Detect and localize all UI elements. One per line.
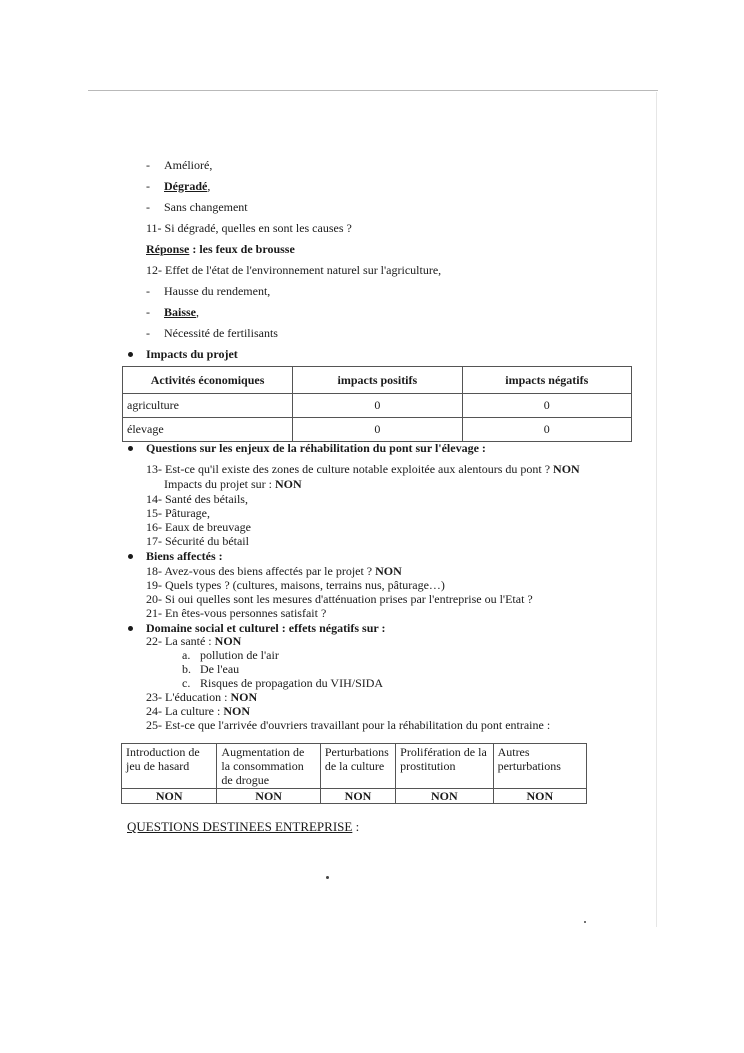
table-header-cell: impacts positifs <box>293 367 462 394</box>
table-cell: 0 <box>462 394 631 418</box>
dash: - <box>146 179 150 193</box>
question-19: 19- Quels types ? (cultures, maisons, terrains nus, pâturage…) <box>146 578 445 592</box>
list-item-fertilisants: Nécessité de fertilisants <box>164 326 278 340</box>
table-row <box>123 394 632 418</box>
sub-item-eau: De l'eau <box>200 662 240 676</box>
table-cell: élevage <box>123 418 293 442</box>
dash: - <box>146 158 150 172</box>
table-cell: NON <box>320 789 395 804</box>
scan-speck <box>326 876 329 879</box>
question-12: 12- Effet de l'état de l'environnement naturel sur l'agriculture, <box>146 263 442 277</box>
question-24: 24- La culture : NON <box>146 704 250 718</box>
answer-11: Réponse : les feux de brousse <box>146 242 295 256</box>
table-cell: NON <box>493 789 586 804</box>
table-header-cell: Perturbations de la culture <box>320 744 395 789</box>
sub-item-label: a. <box>182 648 191 662</box>
question-18: 18- Avez-vous des biens affectés par le projet ? NON <box>146 564 402 578</box>
question-11: 11- Si dégradé, quelles en sont les causes ? <box>146 221 352 235</box>
question-22: 22- La santé : NON <box>146 634 242 648</box>
table-header-cell: Autres perturbations <box>493 744 586 789</box>
impacts-projet-sur: Impacts du projet sur : NON <box>164 477 302 491</box>
table-header-row <box>123 367 632 394</box>
table-header-row <box>122 744 587 789</box>
question-23: 23- L'éducation : NON <box>146 690 258 704</box>
question-15: 15- Pâturage, <box>146 506 210 520</box>
table-header-cell: Prolifération de la prostitution <box>396 744 493 789</box>
section-biens-heading: Biens affectés : <box>146 549 223 563</box>
scan-top-edge <box>88 90 658 91</box>
table-cell: NON <box>396 789 493 804</box>
list-item-degrade: Dégradé, <box>164 179 211 193</box>
bullet-icon <box>128 352 133 357</box>
table-header-cell: impacts négatifs <box>462 367 631 394</box>
table-header-cell: Augmentation de la consommation de drogue <box>217 744 320 789</box>
table-header-cell: Introduction de jeu de hasard <box>122 744 217 789</box>
table-cell: agriculture <box>123 394 293 418</box>
list-item-ameliore: Amélioré, <box>164 158 213 172</box>
sub-item-label: c. <box>182 676 191 690</box>
bullet-icon <box>128 446 133 451</box>
question-20: 20- Si oui quelles sont les mesures d'atténuation prises par l'entreprise ou l'Etat ? <box>146 592 533 606</box>
dash: - <box>146 284 150 298</box>
table-row <box>123 418 632 442</box>
question-16: 16- Eaux de breuvage <box>146 520 251 534</box>
table-cell: 0 <box>293 394 462 418</box>
list-item-sans-changement: Sans changement <box>164 200 248 214</box>
table-row <box>122 789 587 804</box>
table-header-cell: Activités économiques <box>123 367 293 394</box>
list-item-baisse: Baisse, <box>164 305 200 319</box>
section-elevage-heading: Questions sur les enjeux de la réhabilitation du pont sur l'élevage : <box>146 441 486 455</box>
bullet-icon <box>128 554 133 559</box>
sub-item-label: b. <box>182 662 191 676</box>
dash: - <box>146 326 150 340</box>
question-13: 13- Est-ce qu'il existe des zones de culture notable exploitée aux alentours du pont ? NON <box>146 462 580 476</box>
dash: - <box>146 200 150 214</box>
scan-speck <box>584 921 586 923</box>
scan-right-edge <box>656 92 657 927</box>
list-item-hausse: Hausse du rendement, <box>164 284 271 298</box>
impacts-table <box>122 366 632 442</box>
table-cell: NON <box>122 789 217 804</box>
footer-heading: QUESTIONS DESTINEES ENTREPRISE : <box>127 819 360 834</box>
section-impacts-heading: Impacts du projet <box>146 347 238 361</box>
effects-table <box>121 743 587 804</box>
table-cell: NON <box>217 789 320 804</box>
question-17: 17- Sécurité du bétail <box>146 534 249 548</box>
sub-item-pollution-air: pollution de l'air <box>200 648 279 662</box>
table-cell: 0 <box>462 418 631 442</box>
question-25: 25- Est-ce que l'arrivée d'ouvriers travaillant pour la réhabilitation du pont entraine : <box>146 718 551 732</box>
dash: - <box>146 305 150 319</box>
question-14: 14- Santé des bétails, <box>146 492 248 506</box>
sub-item-vih: Risques de propagation du VIH/SIDA <box>200 676 384 690</box>
section-social-heading: Domaine social et culturel : effets négatifs sur : <box>146 621 386 635</box>
bullet-icon <box>128 626 133 631</box>
question-21: 21- En êtes-vous personnes satisfait ? <box>146 606 327 620</box>
table-cell: 0 <box>293 418 462 442</box>
